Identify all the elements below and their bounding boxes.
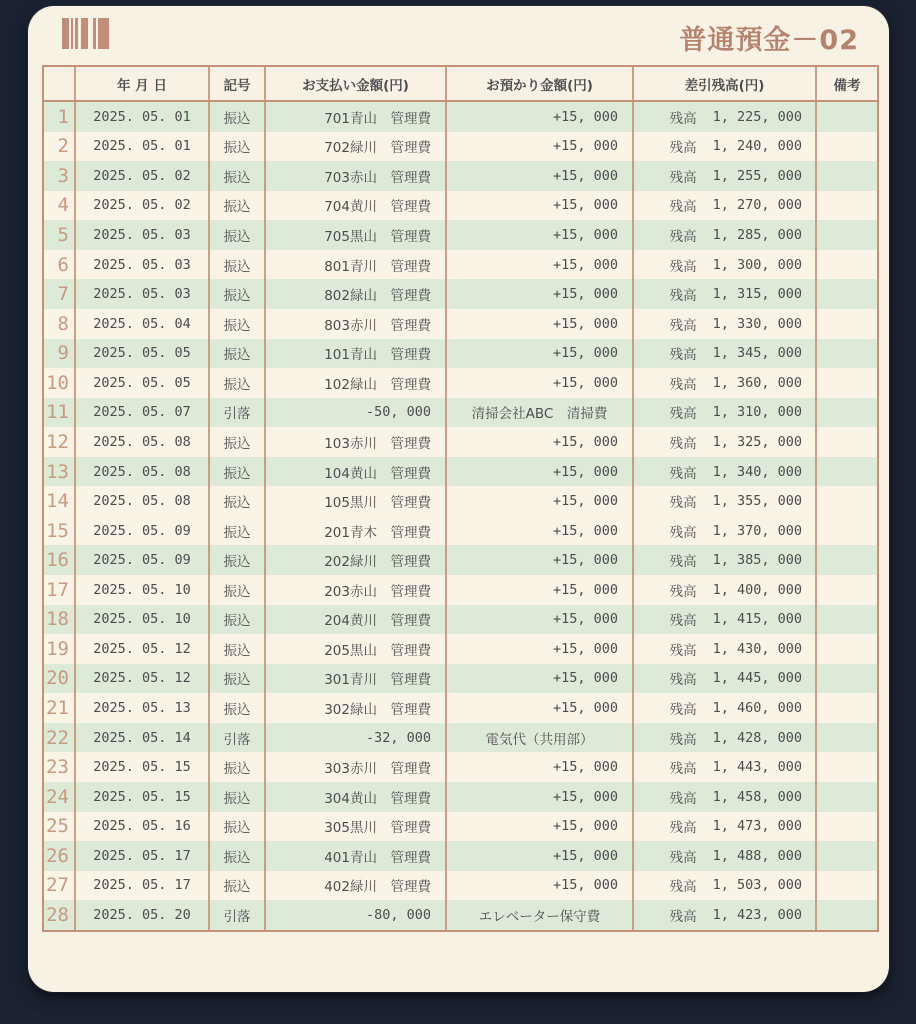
balance-label: 残高 (669, 849, 697, 866)
cell-balance (632, 368, 815, 398)
row-number: 13 (46, 460, 69, 483)
row-number: 27 (46, 874, 69, 897)
cell-payment: 701青山 管理費 (264, 102, 445, 132)
row-number: 7 (57, 283, 69, 306)
cell-memo (815, 664, 877, 694)
cell-payment: 201青木 管理費 (264, 516, 445, 546)
row-number: 9 (57, 342, 69, 365)
balance-label: 残高 (669, 524, 697, 541)
balance-label: 残高 (669, 820, 697, 837)
passbook-table (42, 65, 879, 932)
cell-balance (632, 220, 815, 250)
cell-balance (632, 132, 815, 162)
table-row (44, 516, 877, 546)
cell-memo (815, 693, 877, 723)
cell-payment: 802緑山 管理費 (264, 279, 445, 309)
column-header-symbol: 記号 (208, 67, 264, 100)
cell-date: 2025. 05. 03 (74, 279, 208, 309)
cell-memo (815, 605, 877, 635)
cell-balance (632, 102, 815, 132)
balance-amount: 1, 325, 000 (712, 433, 802, 450)
cell-symbol: 振込 (208, 516, 264, 546)
cell-deposit: +15, 000 (445, 309, 632, 339)
row-number: 28 (46, 903, 69, 926)
cell-symbol: 振込 (208, 250, 264, 280)
cell-deposit: +15, 000 (445, 220, 632, 250)
balance-label: 残高 (669, 790, 697, 807)
cell-payment: -80, 000 (264, 900, 445, 930)
cell-date: 2025. 05. 09 (74, 516, 208, 546)
row-number: 1 (57, 105, 69, 128)
cell-memo (815, 752, 877, 782)
cell-memo (815, 486, 877, 516)
balance-amount: 1, 340, 000 (712, 463, 802, 480)
row-number: 25 (46, 815, 69, 838)
balance-label: 残高 (669, 761, 697, 778)
cell-deposit: +15, 000 (445, 545, 632, 575)
balance-amount: 1, 355, 000 (712, 493, 802, 510)
cell-date: 2025. 05. 01 (74, 132, 208, 162)
cell-payment: 302緑山 管理費 (264, 693, 445, 723)
cell-payment: 102緑山 管理費 (264, 368, 445, 398)
cell-balance (632, 634, 815, 664)
balance-label: 残高 (669, 879, 697, 896)
balance-label: 残高 (669, 229, 697, 246)
cell-symbol: 振込 (208, 132, 264, 162)
row-number: 6 (57, 253, 69, 276)
cell-deposit: +15, 000 (445, 457, 632, 487)
cell-date: 2025. 05. 02 (74, 161, 208, 191)
cell-symbol: 振込 (208, 161, 264, 191)
cell-balance (632, 191, 815, 221)
table-row (44, 812, 877, 842)
row-number: 5 (57, 224, 69, 247)
balance-label: 残高 (669, 642, 697, 659)
transactions (44, 102, 877, 930)
cell-deposit: +15, 000 (445, 516, 632, 546)
cell-symbol: 振込 (208, 634, 264, 664)
cell-deposit: +15, 000 (445, 575, 632, 605)
cell-date: 2025. 05. 12 (74, 664, 208, 694)
cell-symbol: 振込 (208, 102, 264, 132)
balance-label: 残高 (669, 288, 697, 305)
balance-amount: 1, 360, 000 (712, 374, 802, 391)
balance-label: 残高 (669, 199, 697, 216)
cell-payment: -50, 000 (264, 398, 445, 428)
cell-memo (815, 339, 877, 369)
cell-memo (815, 191, 877, 221)
table-row (44, 368, 877, 398)
cell-deposit: 清掃会社ABC 清掃費 (445, 398, 632, 428)
cell-date: 2025. 05. 15 (74, 782, 208, 812)
cell-balance (632, 841, 815, 871)
row-number: 20 (46, 667, 69, 690)
cell-deposit: +15, 000 (445, 752, 632, 782)
cell-balance (632, 812, 815, 842)
row-number: 17 (46, 578, 69, 601)
cell-memo (815, 220, 877, 250)
row-number: 22 (46, 726, 69, 749)
cell-deposit: エレベーター保守費 (445, 900, 632, 930)
table-row (44, 250, 877, 280)
balance-label: 残高 (669, 258, 697, 275)
balance-label: 残高 (669, 908, 697, 925)
row-number: 2 (57, 135, 69, 158)
balance-amount: 1, 270, 000 (712, 197, 802, 214)
cell-date: 2025. 05. 04 (74, 309, 208, 339)
cell-symbol: 振込 (208, 368, 264, 398)
cell-symbol: 振込 (208, 545, 264, 575)
balance-label: 残高 (669, 376, 697, 393)
table-row (44, 102, 877, 132)
cell-balance (632, 398, 815, 428)
passbook-page (28, 6, 889, 992)
cell-memo (815, 871, 877, 901)
table-row (44, 220, 877, 250)
cell-date: 2025. 05. 15 (74, 752, 208, 782)
cell-balance (632, 723, 815, 753)
column-header-date: 年 月 日 (74, 67, 208, 100)
cell-date: 2025. 05. 07 (74, 398, 208, 428)
balance-amount: 1, 443, 000 (712, 759, 802, 776)
balance-amount: 1, 345, 000 (712, 345, 802, 362)
table-row (44, 782, 877, 812)
cell-payment: 104黄山 管理費 (264, 457, 445, 487)
table-row (44, 132, 877, 162)
cell-date: 2025. 05. 20 (74, 900, 208, 930)
cell-symbol: 振込 (208, 339, 264, 369)
column-header-deposit: お預かり金額(円) (445, 67, 632, 100)
cell-payment: 402緑川 管理費 (264, 871, 445, 901)
column-header-payment: お支払い金額(円) (264, 67, 445, 100)
row-number: 14 (46, 490, 69, 513)
row-number: 16 (46, 549, 69, 572)
cell-symbol: 振込 (208, 309, 264, 339)
cell-payment: 204黄川 管理費 (264, 605, 445, 635)
cell-deposit: +15, 000 (445, 486, 632, 516)
cell-memo (815, 516, 877, 546)
cell-balance (632, 279, 815, 309)
row-number: 18 (46, 608, 69, 631)
cell-deposit: +15, 000 (445, 161, 632, 191)
row-number: 23 (46, 756, 69, 779)
cell-date: 2025. 05. 08 (74, 486, 208, 516)
balance-amount: 1, 488, 000 (712, 847, 802, 864)
balance-amount: 1, 415, 000 (712, 611, 802, 628)
row-number: 8 (57, 312, 69, 335)
cell-balance (632, 339, 815, 369)
cell-payment: 705黒山 管理費 (264, 220, 445, 250)
cell-deposit: +15, 000 (445, 841, 632, 871)
cell-payment: 103赤川 管理費 (264, 427, 445, 457)
balance-amount: 1, 315, 000 (712, 286, 802, 303)
balance-amount: 1, 285, 000 (712, 227, 802, 244)
cell-balance (632, 427, 815, 457)
cell-memo (815, 132, 877, 162)
balance-amount: 1, 255, 000 (712, 167, 802, 184)
cell-payment: 301青川 管理費 (264, 664, 445, 694)
balance-amount: 1, 430, 000 (712, 640, 802, 657)
balance-amount: 1, 473, 000 (712, 818, 802, 835)
cell-memo (815, 782, 877, 812)
cell-date: 2025. 05. 08 (74, 427, 208, 457)
cell-balance (632, 782, 815, 812)
cell-deposit: +15, 000 (445, 132, 632, 162)
cell-memo (815, 279, 877, 309)
balance-amount: 1, 330, 000 (712, 315, 802, 332)
cell-symbol: 振込 (208, 841, 264, 871)
balance-label: 残高 (669, 169, 697, 186)
balance-label: 残高 (669, 495, 697, 512)
cell-symbol: 振込 (208, 812, 264, 842)
table-row (44, 871, 877, 901)
table-row (44, 664, 877, 694)
row-number: 19 (46, 637, 69, 660)
balance-label: 残高 (669, 583, 697, 600)
cell-date: 2025. 05. 10 (74, 605, 208, 635)
cell-payment: 801青川 管理費 (264, 250, 445, 280)
balance-amount: 1, 225, 000 (712, 108, 802, 125)
cell-memo (815, 427, 877, 457)
cell-symbol: 振込 (208, 191, 264, 221)
table-row (44, 900, 877, 930)
barcode-icon (62, 18, 109, 49)
cell-memo (815, 841, 877, 871)
cell-deposit: +15, 000 (445, 279, 632, 309)
cell-balance (632, 871, 815, 901)
row-number: 21 (46, 697, 69, 720)
balance-amount: 1, 385, 000 (712, 552, 802, 569)
cell-balance (632, 486, 815, 516)
cell-date: 2025. 05. 03 (74, 250, 208, 280)
cell-date: 2025. 05. 13 (74, 693, 208, 723)
cell-payment: 304黄山 管理費 (264, 782, 445, 812)
cell-payment: 202緑川 管理費 (264, 545, 445, 575)
cell-memo (815, 161, 877, 191)
cell-date: 2025. 05. 16 (74, 812, 208, 842)
cell-date: 2025. 05. 05 (74, 339, 208, 369)
balance-amount: 1, 310, 000 (712, 404, 802, 421)
cell-symbol: 振込 (208, 693, 264, 723)
table-row (44, 339, 877, 369)
balance-amount: 1, 400, 000 (712, 581, 802, 598)
cell-deposit: +15, 000 (445, 339, 632, 369)
cell-memo (815, 309, 877, 339)
cell-payment: 703赤山 管理費 (264, 161, 445, 191)
cell-payment: 305黒川 管理費 (264, 812, 445, 842)
table-row (44, 605, 877, 635)
balance-amount: 1, 445, 000 (712, 670, 802, 687)
cell-deposit: +15, 000 (445, 782, 632, 812)
cell-payment: 704黄川 管理費 (264, 191, 445, 221)
cell-balance (632, 161, 815, 191)
cell-date: 2025. 05. 03 (74, 220, 208, 250)
table-row (44, 575, 877, 605)
cell-symbol: 振込 (208, 752, 264, 782)
cell-memo (815, 368, 877, 398)
table-row (44, 723, 877, 753)
balance-amount: 1, 300, 000 (712, 256, 802, 273)
cell-memo (815, 102, 877, 132)
cell-memo (815, 812, 877, 842)
balance-amount: 1, 240, 000 (712, 138, 802, 155)
row-number: 3 (57, 164, 69, 187)
cell-deposit: +15, 000 (445, 427, 632, 457)
row-number: 10 (46, 371, 69, 394)
cell-balance (632, 250, 815, 280)
cell-symbol: 振込 (208, 664, 264, 694)
cell-deposit: +15, 000 (445, 812, 632, 842)
cell-symbol: 振込 (208, 605, 264, 635)
cell-deposit: +15, 000 (445, 871, 632, 901)
cell-memo (815, 900, 877, 930)
balance-label: 残高 (669, 347, 697, 364)
row-number: 24 (46, 785, 69, 808)
balance-label: 残高 (669, 465, 697, 482)
column-header-balance: 差引残高(円) (632, 67, 815, 100)
balance-label: 残高 (669, 731, 697, 748)
table-row (44, 693, 877, 723)
page-title: 普通預金－02 (679, 25, 859, 56)
table-row (44, 279, 877, 309)
balance-amount: 1, 503, 000 (712, 877, 802, 894)
table-row (44, 161, 877, 191)
cell-memo (815, 250, 877, 280)
cell-symbol: 振込 (208, 457, 264, 487)
cell-memo (815, 457, 877, 487)
cell-payment: -32, 000 (264, 723, 445, 753)
table-row (44, 486, 877, 516)
cell-deposit: +15, 000 (445, 693, 632, 723)
cell-symbol: 振込 (208, 220, 264, 250)
row-number: 4 (57, 194, 69, 217)
cell-date: 2025. 05. 05 (74, 368, 208, 398)
balance-label: 残高 (669, 317, 697, 334)
row-number: 11 (46, 401, 69, 424)
cell-date: 2025. 05. 08 (74, 457, 208, 487)
balance-amount: 1, 428, 000 (712, 729, 802, 746)
column-header-rownum (44, 67, 74, 100)
table-row (44, 191, 877, 221)
cell-deposit: +15, 000 (445, 250, 632, 280)
cell-symbol: 引落 (208, 900, 264, 930)
cell-memo (815, 634, 877, 664)
cell-date: 2025. 05. 02 (74, 191, 208, 221)
table-row (44, 427, 877, 457)
table-row (44, 309, 877, 339)
cell-symbol: 引落 (208, 723, 264, 753)
table-row (44, 545, 877, 575)
table-row (44, 841, 877, 871)
cell-deposit: +15, 000 (445, 634, 632, 664)
cell-deposit: +15, 000 (445, 191, 632, 221)
cell-memo (815, 398, 877, 428)
cell-payment: 803赤川 管理費 (264, 309, 445, 339)
cell-balance (632, 664, 815, 694)
cell-payment: 205黒山 管理費 (264, 634, 445, 664)
cell-memo (815, 575, 877, 605)
balance-label: 残高 (669, 554, 697, 571)
cell-balance (632, 575, 815, 605)
cell-symbol: 振込 (208, 486, 264, 516)
cell-memo (815, 723, 877, 753)
cell-balance (632, 605, 815, 635)
balance-label: 残高 (669, 702, 697, 719)
cell-date: 2025. 05. 12 (74, 634, 208, 664)
balance-amount: 1, 458, 000 (712, 788, 802, 805)
cell-symbol: 振込 (208, 575, 264, 605)
cell-symbol: 引落 (208, 398, 264, 428)
row-number: 15 (46, 519, 69, 542)
cell-symbol: 振込 (208, 871, 264, 901)
cell-balance (632, 309, 815, 339)
cell-symbol: 振込 (208, 782, 264, 812)
table-row (44, 398, 877, 428)
table-row (44, 457, 877, 487)
balance-amount: 1, 423, 000 (712, 906, 802, 923)
cell-symbol: 振込 (208, 427, 264, 457)
cell-deposit: +15, 000 (445, 102, 632, 132)
balance-label: 残高 (669, 435, 697, 452)
cell-balance (632, 516, 815, 546)
cell-payment: 303赤川 管理費 (264, 752, 445, 782)
cell-payment: 702緑川 管理費 (264, 132, 445, 162)
cell-payment: 105黒川 管理費 (264, 486, 445, 516)
cell-date: 2025. 05. 17 (74, 871, 208, 901)
table-row (44, 752, 877, 782)
cell-deposit: +15, 000 (445, 664, 632, 694)
row-number: 12 (46, 430, 69, 453)
table-header (44, 67, 877, 102)
cell-balance (632, 752, 815, 782)
cell-balance (632, 900, 815, 930)
cell-balance (632, 457, 815, 487)
cell-deposit: +15, 000 (445, 368, 632, 398)
cell-date: 2025. 05. 01 (74, 102, 208, 132)
balance-label: 残高 (669, 672, 697, 689)
balance-label: 残高 (669, 140, 697, 157)
cell-balance (632, 545, 815, 575)
balance-label: 残高 (669, 406, 697, 423)
row-number: 26 (46, 844, 69, 867)
balance-amount: 1, 460, 000 (712, 700, 802, 717)
cell-date: 2025. 05. 14 (74, 723, 208, 753)
balance-label: 残高 (669, 110, 697, 127)
cell-symbol: 振込 (208, 279, 264, 309)
cell-balance (632, 693, 815, 723)
column-header-memo: 備考 (815, 67, 877, 100)
cell-memo (815, 545, 877, 575)
cell-payment: 401青山 管理費 (264, 841, 445, 871)
cell-date: 2025. 05. 09 (74, 545, 208, 575)
cell-date: 2025. 05. 17 (74, 841, 208, 871)
table-row (44, 634, 877, 664)
cell-date: 2025. 05. 10 (74, 575, 208, 605)
cell-payment: 101青山 管理費 (264, 339, 445, 369)
balance-label: 残高 (669, 613, 697, 630)
cell-payment: 203赤山 管理費 (264, 575, 445, 605)
balance-amount: 1, 370, 000 (712, 522, 802, 539)
cell-deposit: 電気代（共用部） (445, 723, 632, 753)
cell-deposit: +15, 000 (445, 605, 632, 635)
